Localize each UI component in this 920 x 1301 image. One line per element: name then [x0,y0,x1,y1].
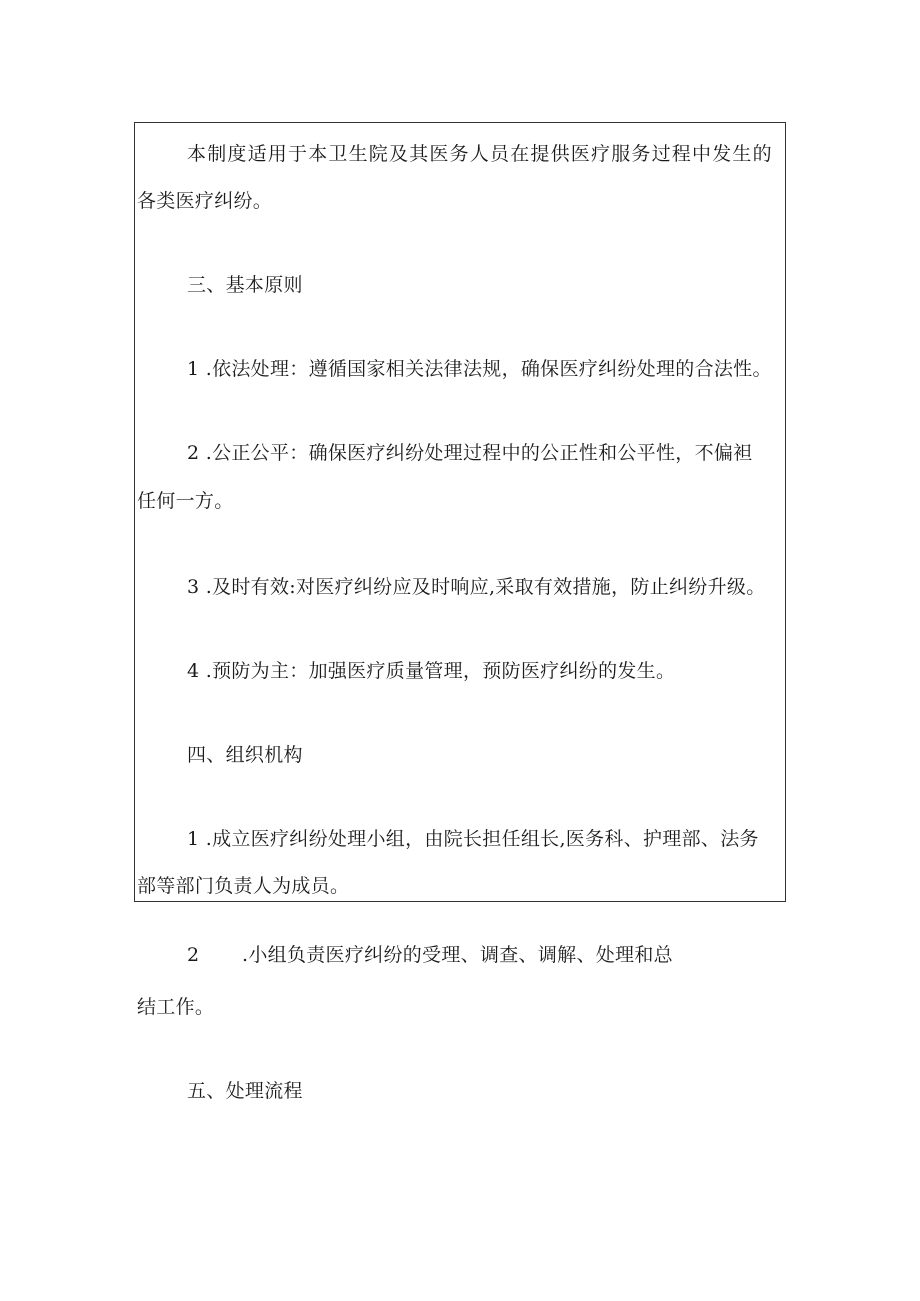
scope-paragraph-line-2: 各类医疗纠纷。 [137,190,273,212]
principle-item-3: 3 .及时有效:对医疗纠纷应及时响应,采取有效措施，防止纠纷升级。 [187,576,766,598]
principle-item-1: 1 .依法处理：遵循国家相关法律法规，确保医疗纠纷处理的合法性。 [187,358,772,380]
principle-item-4: 4 .预防为主：加强医疗质量管理，预防医疗纠纷的发生。 [187,660,676,682]
scope-paragraph-line-1: 本制度适用于本卫生院及其医务人员在提供医疗服务过程中发生的 [187,143,773,165]
principle-item-2-line-2: 任何一方。 [137,490,234,512]
section-4-heading: 四、组织机构 [187,744,303,766]
organization-item-1-line-2: 部等部门负责人为成员。 [137,875,350,897]
section-3-heading: 三、基本原则 [187,274,303,296]
organization-item-2-line-2: 结工作。 [137,996,215,1018]
organization-item-2-number: 2 [187,944,200,966]
principle-item-2-line-1: 2 .公正公平：确保医疗纠纷处理过程中的公正性和公平性，不偏袒 [187,442,753,464]
organization-item-1-line-1: 1 .成立医疗纠纷处理小组，由院长担任组长,医务科、护理部、法务 [187,828,759,850]
organization-item-2-line-1: .小组负责医疗纠纷的受理、调查、调解、处理和总 [242,944,673,966]
section-5-heading: 五、处理流程 [187,1080,303,1102]
